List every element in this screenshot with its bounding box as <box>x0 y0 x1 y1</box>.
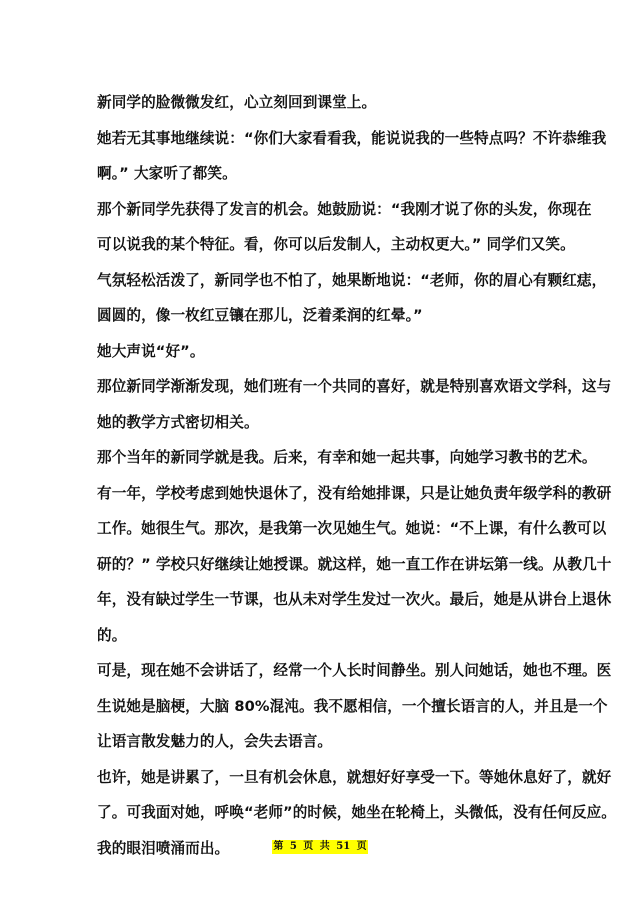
text-line: 她若无其事地继续说：“你们大家看看我，能说说我的一些特点吗？不许恭维我 <box>97 129 607 147</box>
text-line: 气氛轻松活泼了，新同学也不怕了，她果断地说：“老师，你的眉心有颗红痣， <box>97 271 607 289</box>
paragraph <box>97 653 612 760</box>
paragraph <box>97 369 612 440</box>
text-line: 啊。” 大家听了都笑。 <box>97 165 237 182</box>
text-line: 让语言散发魅力的人，会失去语言。 <box>97 733 333 750</box>
page-number-label: 第 5 页 共 51 页 <box>273 841 367 852</box>
page-footer <box>0 840 640 854</box>
text-line: 我的眼泪喷涌而出。 <box>97 839 230 857</box>
text-line: 她的教学方式密切相关。 <box>97 413 259 431</box>
paragraph <box>97 263 607 334</box>
text-line: 那个新同学先获得了发言的机会。她鼓励说：“我刚才说了你的头发，你现在 <box>97 200 592 218</box>
paragraph <box>97 334 547 370</box>
paragraph <box>97 121 607 192</box>
text-line: 她大声说“好”。 <box>97 342 205 360</box>
text-line: 可是，现在她不会讲话了，经常一个人长时间静坐。别人问她话，她也不理。医 <box>97 662 612 679</box>
text-line: 那个当年的新同学就是我。后来，有幸和她一起共事，向她学习教书的艺术。 <box>97 449 597 466</box>
text-line: 的。 <box>97 626 127 644</box>
paragraph <box>97 85 547 121</box>
text-line: 年，没有缺过学生一节课，也从未对学生发过一次火。最后，她是从讲台上退休 <box>97 591 612 608</box>
text-line: 研的？” 学校只好继续让她授课。就这样，她一直工作在讲坛第一线。从教几十 <box>97 555 612 573</box>
text-line: 工作。她很生气。那次，是我第一次见她生气。她说：“不上课，有什么教可以 <box>97 520 607 537</box>
paragraph <box>97 192 592 263</box>
text-line: 也许，她是讲累了，一旦有机会休息，就想好好享受一下。等她休息好了，就好 <box>97 768 612 786</box>
text-line: 那位新同学渐渐发现，她们班有一个共同的喜好，就是特别喜欢语文学科，这与 <box>97 378 612 395</box>
text-line: 新同学的脸微微发红，心立刻回到课堂上。 <box>97 94 377 111</box>
text-line: 有一年，学校考虑到她快退休了，没有给她排课，只是让她负责年级学科的教研 <box>97 484 612 502</box>
document-body <box>97 85 616 866</box>
paragraph <box>97 440 597 476</box>
text-line: 可以说我的某个特征。看，你可以后发制人，主动权更大。” 同学们又笑。 <box>97 236 575 253</box>
text-line: 生说她是脑梗，大脑 80%混沌。我不愿相信，一个擅长语言的人，并且是一个 <box>97 697 608 715</box>
paragraph <box>97 476 612 654</box>
text-line: 圆圆的，像一枚红豆镶在那儿，泛着柔润的红晕。” <box>97 307 423 324</box>
text-line: 了。可我面对她，呼唤“老师”的时候，她坐在轮椅上，头微低，没有任何反应。 <box>97 804 616 821</box>
